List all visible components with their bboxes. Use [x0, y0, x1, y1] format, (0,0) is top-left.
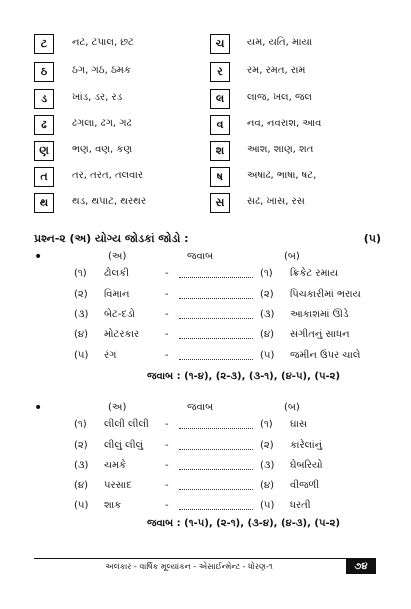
answer-blank[interactable]: [179, 359, 253, 360]
column-answer-header: જવાબ: [187, 251, 214, 262]
left-item: પરસાદ: [104, 480, 132, 491]
dash: -: [165, 289, 169, 300]
match-row: [0, 480, 411, 496]
match-row: [0, 500, 411, 516]
answer-blank[interactable]: [179, 428, 253, 429]
left-item-number: (૪): [74, 329, 89, 340]
page-number: ૭૪: [346, 559, 376, 574]
answer-blank[interactable]: [179, 277, 253, 278]
answer-blank[interactable]: [179, 509, 253, 510]
column-b-header: (બ): [284, 251, 300, 262]
right-item: સંગીતનું સાધન: [290, 329, 350, 340]
right-item-number: (૧): [260, 419, 273, 430]
letter-words: ઠગ, ગઠ, ઠમક: [72, 65, 131, 76]
right-item: જમીન ઉપર ચાલે: [290, 350, 361, 361]
right-item-number: (૧): [260, 268, 273, 279]
question-marks: (૫): [363, 232, 381, 245]
letter-box: ષ: [210, 167, 230, 187]
answer-blank[interactable]: [179, 318, 253, 319]
letter-words: તર, તરત, તલવાર: [72, 170, 143, 181]
letter-words: નટ, ટપાલ, છટ: [72, 37, 134, 48]
footer-text: અલંકાર - વાર્ષિક મૂલ્યાંકન - એસાઈન્મેન્ટ - ધોરણ-૧: [105, 562, 273, 571]
right-item-number: (૩): [260, 460, 275, 471]
question-title: પ્રશ્ન-૨ (અ) યોગ્ય જોડકાં જોડો :: [34, 232, 189, 245]
letter-box: ટ: [34, 34, 54, 54]
right-item-number: (૫): [260, 500, 275, 511]
column-answer-header: જવાબ: [187, 402, 214, 413]
match-row: [0, 419, 411, 435]
letter-row: [34, 62, 386, 82]
letter-box: થ: [34, 193, 54, 213]
letter-words: થડ, થપાટ, થરથર: [72, 196, 146, 207]
match-row: [0, 309, 411, 325]
left-item: લીલી લીલી: [104, 419, 149, 430]
left-item: લીલું લીલું: [104, 440, 144, 451]
match-row: [0, 460, 411, 476]
left-item: બેટ-દડો: [104, 309, 136, 320]
dash: -: [165, 309, 169, 320]
match-row: [0, 289, 411, 305]
answer-blank[interactable]: [179, 449, 253, 450]
right-item: પિચકારીમાં ભરાય: [290, 289, 361, 300]
right-item: વીજળી: [290, 480, 320, 491]
left-item-number: (૫): [74, 500, 89, 511]
letter-box: ઠ: [34, 62, 54, 82]
right-item: ધરતી: [290, 500, 311, 511]
letter-box: ર: [210, 62, 230, 82]
match-row: [0, 329, 411, 345]
letter-box: શ: [210, 141, 230, 161]
right-item-number: (૪): [260, 329, 275, 340]
letter-box: સ: [210, 193, 230, 213]
dash: -: [165, 440, 169, 451]
dash: -: [165, 268, 169, 279]
letter-words: આશ, શાણ, શત: [247, 144, 314, 155]
left-item-number: (૧): [74, 268, 87, 279]
right-item: ક્રિકેટ રમાય: [290, 268, 339, 279]
answer-blank[interactable]: [179, 338, 253, 339]
footer-divider: [34, 558, 376, 559]
letter-words: ભણ, વણ, કણ: [72, 144, 133, 155]
answer-blank[interactable]: [179, 298, 253, 299]
bullet-2: •: [34, 400, 43, 416]
right-item: ઘાસ: [290, 419, 308, 430]
letter-words: નવ, નવરાશ, આવ: [247, 118, 322, 129]
dash: -: [165, 480, 169, 491]
match-row: [0, 268, 411, 284]
letter-words: લાજ, ખલ, જલ: [247, 92, 312, 103]
right-item-number: (૨): [260, 440, 274, 451]
letter-box: વ: [210, 115, 230, 135]
column-b-header: (બ): [284, 402, 300, 413]
left-item-number: (૧): [74, 419, 87, 430]
column-a-header: (અ): [108, 402, 127, 413]
dash: -: [165, 350, 169, 361]
right-item-number: (૫): [260, 350, 275, 361]
right-item-number: (૨): [260, 289, 274, 300]
bullet-1: •: [34, 249, 43, 265]
left-item-number: (૪): [74, 480, 89, 491]
letter-row: [34, 141, 386, 161]
left-item-number: (૨): [74, 289, 88, 300]
dash: -: [165, 329, 169, 340]
left-item-number: (૩): [74, 309, 89, 320]
letter-row: [34, 167, 386, 187]
right-item-number: (૪): [260, 480, 275, 491]
letter-words: અષાઢ, ભાષા, ષટ,: [247, 170, 317, 181]
dash: -: [165, 500, 169, 511]
left-item: મોટરકાર: [104, 329, 140, 340]
letter-box: ડ: [34, 89, 54, 109]
left-item: રંગ: [104, 350, 117, 361]
dash: -: [165, 419, 169, 430]
letter-words: સઢ, ખાસ, રસ: [247, 196, 305, 207]
letter-words: રમ, રમત, રામ: [247, 65, 306, 76]
left-item: ઢોલકી: [104, 268, 129, 279]
letter-box: ચ: [210, 34, 230, 54]
column-a-header: (અ): [108, 251, 127, 262]
left-item: ચમકે: [104, 460, 127, 471]
letter-row: [34, 193, 386, 213]
match-row: [0, 440, 411, 456]
letter-row: [34, 115, 386, 135]
answer-blank[interactable]: [179, 469, 253, 470]
letter-box: ઢ: [34, 115, 54, 135]
left-item-number: (૩): [74, 460, 89, 471]
right-item-number: (૩): [260, 309, 275, 320]
letter-words: ખાંડ, ડર, રડ: [72, 92, 123, 103]
letter-box: લ: [210, 89, 230, 109]
left-item-number: (૫): [74, 350, 89, 361]
letter-box: ત: [34, 167, 54, 187]
left-item-number: (૨): [74, 440, 88, 451]
letter-row: [34, 89, 386, 109]
right-item: ઘેબરિયો: [290, 460, 323, 471]
left-item: શાક: [104, 500, 122, 511]
left-item: વિમાન: [104, 289, 130, 300]
right-item: આકાશમાં ઊડે: [290, 309, 349, 320]
letter-box: ણ: [34, 141, 54, 161]
match-row: [0, 350, 411, 366]
right-item: કારેલાંનું: [290, 440, 323, 451]
letter-words: ઢગલા, ઢગ, ગઢ: [72, 118, 132, 129]
letter-words: યમ, યતિ, માયા: [247, 37, 313, 48]
answer-blank[interactable]: [179, 489, 253, 490]
letter-row: [34, 34, 386, 54]
answer-key-1: જવાબ : (૧-૪), (૨-૩), (૩-૧), (૪-૫), (૫-૨): [147, 371, 341, 382]
answer-key-2: જવાબ : (૧-૫), (૨-૧), (૩-૪), (૪-૩), (૫-૨): [147, 518, 341, 529]
dash: -: [165, 460, 169, 471]
